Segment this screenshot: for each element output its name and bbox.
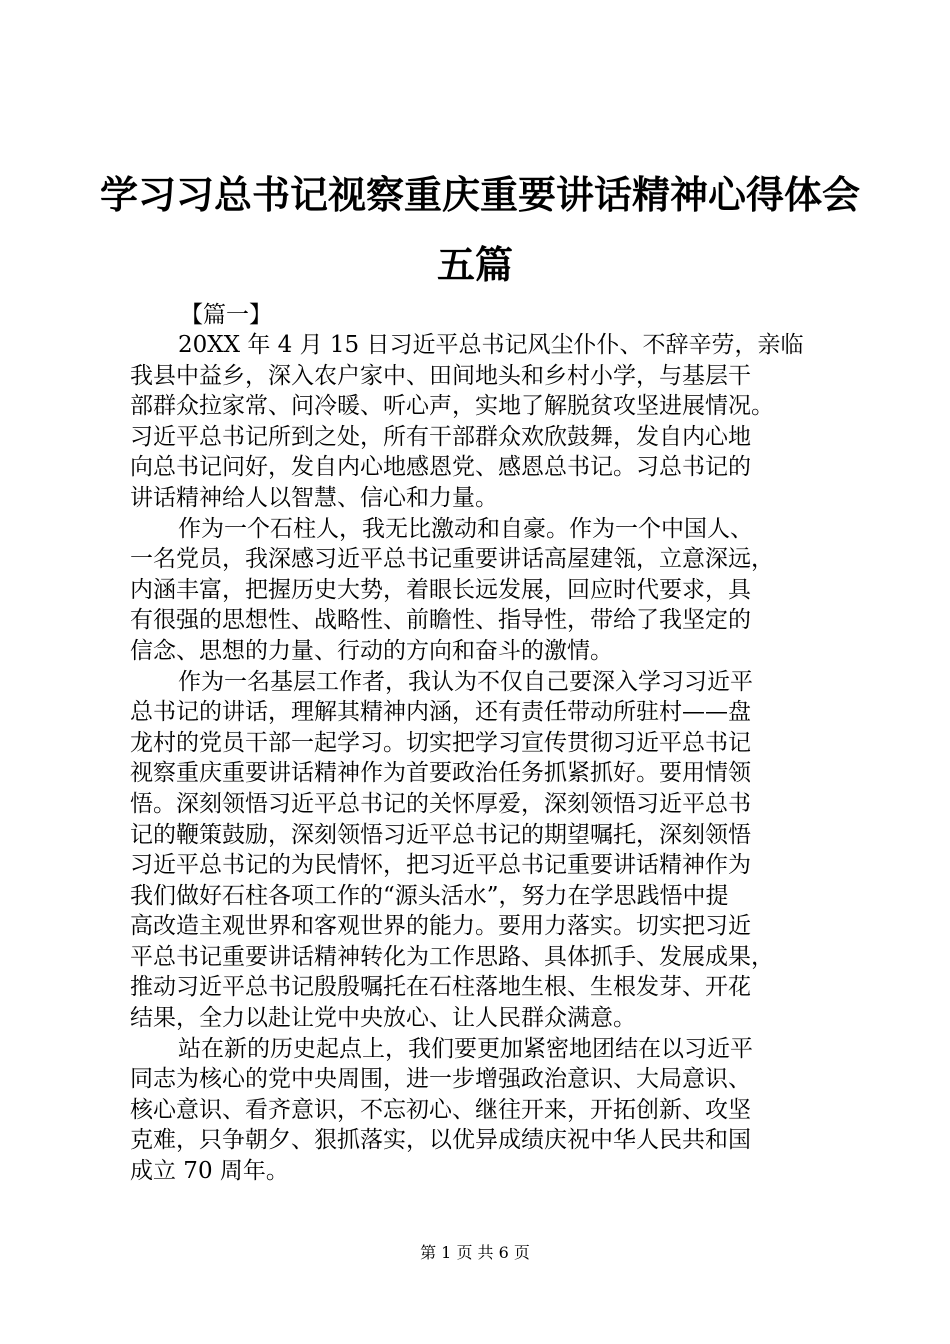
paragraph-line: 内涵丰富，把握历史大势，着眼长远发展，回应时代要求，具 — [130, 576, 751, 603]
paragraph-line: 核心意识、看齐意识，不忘初心、继往开来，开拓创新、攻坚 — [130, 1096, 751, 1123]
paragraph-line: 向总书记问好，发自内心地感恩党、感恩总书记。习总书记的 — [130, 454, 751, 481]
paragraph-line: 悟。深刻领悟习近平总书记的关怀厚爱，深刻领悟习近平总书 — [130, 790, 751, 817]
paragraph-line: 视察重庆重要讲话精神作为首要政治任务抓紧抓好。要用情领 — [130, 760, 751, 787]
paragraph-first-line: 作为一名基层工作者，我认为不仅自己要深入学习习近平 — [178, 668, 753, 695]
paragraph-line: 习近平总书记所到之处，所有干部群众欢欣鼓舞，发自内心地 — [130, 423, 751, 450]
paragraph-line: 讲话精神给人以智慧、信心和力量。 — [130, 484, 498, 511]
paragraph-line: 同志为核心的党中央周围，进一步增强政治意识、大局意识、 — [130, 1066, 751, 1093]
paragraph-first-line: 作为一个石柱人，我无比激动和自豪。作为一个中国人、 — [178, 515, 753, 542]
paragraph-line: 结果，全力以赴让党中央放心、让人民群众满意。 — [130, 1005, 636, 1032]
paragraph-line: 克难，只争朝夕、狠抓落实，以优异成绩庆祝中华人民共和国 — [130, 1127, 751, 1154]
paragraph-line: 习近平总书记的为民情怀，把习近平总书记重要讲话精神作为 — [130, 852, 751, 879]
paragraph-first-line: 站在新的历史起点上，我们要更加紧密地团结在以习近平 — [178, 1035, 753, 1062]
paragraph-line: 平总书记重要讲话精神转化为工作思路、具体抓手、发展成果， — [130, 943, 774, 970]
document-title — [100, 160, 861, 300]
page-footer: 第 1 页 共 6 页 — [420, 1243, 530, 1262]
paragraph-first-line: 20XX 年 4 月 15 日习近平总书记风尘仆仆、不辞辛劳，亲临 — [178, 332, 804, 358]
paragraph-line: 我县中益乡，深入农户家中、田间地头和乡村小学，与基层干 — [130, 362, 751, 389]
paragraph-line: 有很强的思想性、战略性、前瞻性、指导性，带给了我坚定的 — [130, 607, 751, 634]
title-line: 五篇 — [436, 242, 513, 287]
paragraph-line: 高改造主观世界和客观世界的能力。要用力落实。切实把习近 — [130, 913, 751, 940]
paragraph-line: 部群众拉家常、问冷暖、听心声，实地了解脱贫攻坚进展情况。 — [130, 393, 774, 420]
paragraph-line: 龙村的党员干部一起学习。切实把学习宣传贯彻习近平总书记 — [130, 729, 751, 756]
paragraph-line: 我们做好石柱各项工作的“源头活水”，努力在学思践悟中提 — [130, 882, 729, 909]
paragraph-line: 总书记的讲话，理解其精神内涵，还有责任带动所驻村——盘 — [130, 699, 751, 726]
paragraph-line: 记的鞭策鼓励，深刻领悟习近平总书记的期望嘱托，深刻领悟 — [130, 821, 751, 848]
paragraph-line: 一名党员，我深感习近平总书记重要讲话高屋建瓴，立意深远， — [130, 546, 774, 573]
title-line: 学习习总书记视察重庆重要讲话精神心得体会 — [100, 172, 861, 217]
document-body — [130, 330, 850, 1187]
section-label: 【篇一】 — [180, 302, 272, 328]
paragraph-line: 信念、思想的力量、行动的方向和奋斗的激情。 — [130, 637, 613, 664]
paragraph-line: 成立 70 周年。 — [130, 1158, 289, 1185]
paragraph-line: 推动习近平总书记殷殷嘱托在石柱落地生根、生根发芽、开花 — [130, 974, 751, 1001]
